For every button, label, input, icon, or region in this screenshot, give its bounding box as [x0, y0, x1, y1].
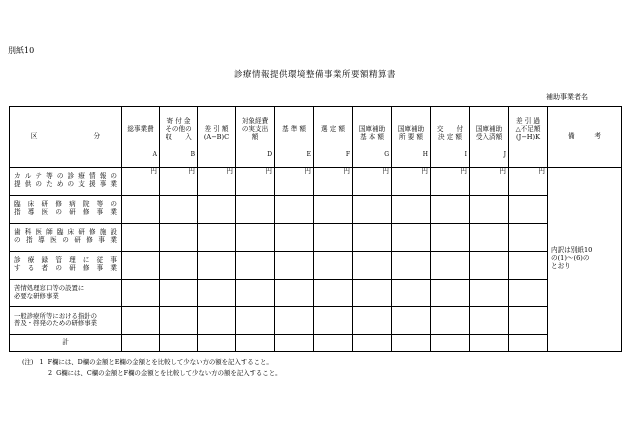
unit-label: 円 [392, 167, 431, 195]
table-cell [470, 195, 509, 223]
col-header-G: 国庫補助 基 本 額 G [353, 107, 392, 168]
table-cell [122, 223, 160, 251]
kubun-header [10, 107, 122, 168]
table-cell [198, 223, 236, 251]
table-cell [160, 223, 198, 251]
table-cell [198, 195, 236, 223]
remarks-cell: 内訳は別紙10 の(1)～(6)の とおり [548, 167, 622, 351]
table-cell [470, 279, 509, 306]
col-header-C: 差 引 額 (A−B)C [198, 107, 236, 168]
table-cell [392, 195, 431, 223]
table-cell [431, 251, 470, 279]
table-cell [353, 279, 392, 306]
notes-section [22, 357, 281, 379]
table-cell [470, 223, 509, 251]
table-cell [275, 251, 314, 279]
table-cell [160, 279, 198, 306]
table-cell [236, 195, 275, 223]
table-cell [236, 334, 275, 351]
table-cell [314, 195, 353, 223]
note-item [22, 357, 281, 368]
total-label: 計 [10, 334, 122, 351]
col-header-D: 対象経費 の実支出 額 D [236, 107, 275, 168]
unit-label: 円 [314, 167, 353, 195]
table-cell [509, 251, 548, 279]
settlement-table [9, 106, 622, 352]
table-cell [236, 251, 275, 279]
row-label: カルテ等の診療情報の 提供のための支援事業 [10, 167, 122, 195]
note-item [22, 368, 281, 379]
table-cell [122, 307, 160, 334]
unit-label: 円 [198, 167, 236, 195]
table-cell [431, 334, 470, 351]
unit-label: 円 [353, 167, 392, 195]
table-row [10, 251, 622, 279]
table-cell [236, 279, 275, 306]
table-cell [160, 334, 198, 351]
table-cell [431, 307, 470, 334]
header-row [10, 107, 622, 168]
unit-label: 円 [236, 167, 275, 195]
table-cell [160, 307, 198, 334]
table-cell [431, 195, 470, 223]
unit-label: 円 [431, 167, 470, 195]
document-title: 診療情報提供環境整備事業所要額精算書 [233, 70, 396, 80]
table-cell [236, 307, 275, 334]
subsidy-business-name-label: 補助事業者名 [546, 93, 588, 101]
table-cell [509, 223, 548, 251]
col-header-E: 基 準 額 E [275, 107, 314, 168]
table-row [10, 195, 622, 223]
col-header-F: 選 定 額 F [314, 107, 353, 168]
table-cell [314, 251, 353, 279]
table-cell [122, 251, 160, 279]
table-cell [470, 334, 509, 351]
table-cell [392, 307, 431, 334]
table-cell [198, 334, 236, 351]
row-label: 診療録管理に従事 する者の研修事業 [10, 251, 122, 279]
table-cell [353, 307, 392, 334]
page-label: 別紙10 [8, 46, 35, 55]
table-cell [392, 223, 431, 251]
table-cell [392, 334, 431, 351]
unit-label: 円 [509, 167, 548, 195]
table-row [10, 167, 622, 195]
col-header-I: 交 付 決 定 額 I [431, 107, 470, 168]
notes-prefix: (注) [22, 358, 34, 366]
note-number: 1 [39, 358, 44, 366]
unit-label: 円 [160, 167, 198, 195]
col-header-K: 差 引 過 △不足額 (J−H)K [509, 107, 548, 168]
table-row [10, 223, 622, 251]
table-cell [314, 307, 353, 334]
table-cell [122, 279, 160, 306]
row-label: 歯科医師臨床研修施設 の指導医の研修事業 [10, 223, 122, 251]
table-cell [198, 251, 236, 279]
table-cell [275, 307, 314, 334]
table-cell [314, 334, 353, 351]
col-header-H: 国庫補助 所 要 額 H [392, 107, 431, 168]
table-row [10, 279, 622, 306]
row-label: 臨床研修病院等の 指導医の研修事業 [10, 195, 122, 223]
table-cell [431, 223, 470, 251]
kubun-header-left: 区 [30, 131, 38, 140]
table-cell [122, 195, 160, 223]
unit-label: 円 [122, 167, 160, 195]
kubun-header-right: 分 [93, 131, 101, 140]
note-text: G欄には、C欄の金額とF欄の金額とを比較して少ない方の額を記入すること。 [56, 368, 282, 377]
total-row [10, 334, 622, 351]
table-cell [392, 251, 431, 279]
row-label: 苦情処理窓口等の設置に 必要な研修事業 [10, 279, 122, 306]
table-cell [470, 307, 509, 334]
table-cell [275, 223, 314, 251]
table-row [10, 307, 622, 334]
table-cell [275, 279, 314, 306]
unit-label: 円 [470, 167, 509, 195]
col-header-J: 国庫補助 受入済額 J [470, 107, 509, 168]
table-cell [509, 334, 548, 351]
table-cell [275, 334, 314, 351]
note-number: 2 [48, 368, 53, 377]
table-cell [392, 279, 431, 306]
table-cell [198, 279, 236, 306]
table-cell [509, 279, 548, 306]
table-cell [353, 195, 392, 223]
col-header-B: 寄 付 金 その他の 収 入 B [160, 107, 198, 168]
table-cell [353, 251, 392, 279]
note-text: F欄には、D欄の金額とE欄の金額とを比較して少ない方の額を記入すること。 [47, 358, 273, 366]
table-cell [122, 334, 160, 351]
row-label: 一般診療所等における指針の 普及・啓発のための研修事業 [10, 307, 122, 334]
table-cell [160, 251, 198, 279]
table-cell [509, 307, 548, 334]
table-cell [470, 251, 509, 279]
table-cell [431, 279, 470, 306]
table-cell [160, 195, 198, 223]
table-cell [353, 334, 392, 351]
table-cell [314, 279, 353, 306]
table-cell [198, 307, 236, 334]
table-cell [275, 195, 314, 223]
table-cell [236, 223, 275, 251]
table-cell [314, 223, 353, 251]
col-header-A: 総事業費 A [122, 107, 160, 168]
table-cell [509, 195, 548, 223]
unit-label: 円 [275, 167, 314, 195]
table-cell [353, 223, 392, 251]
remarks-header: 備 考 [548, 107, 622, 168]
